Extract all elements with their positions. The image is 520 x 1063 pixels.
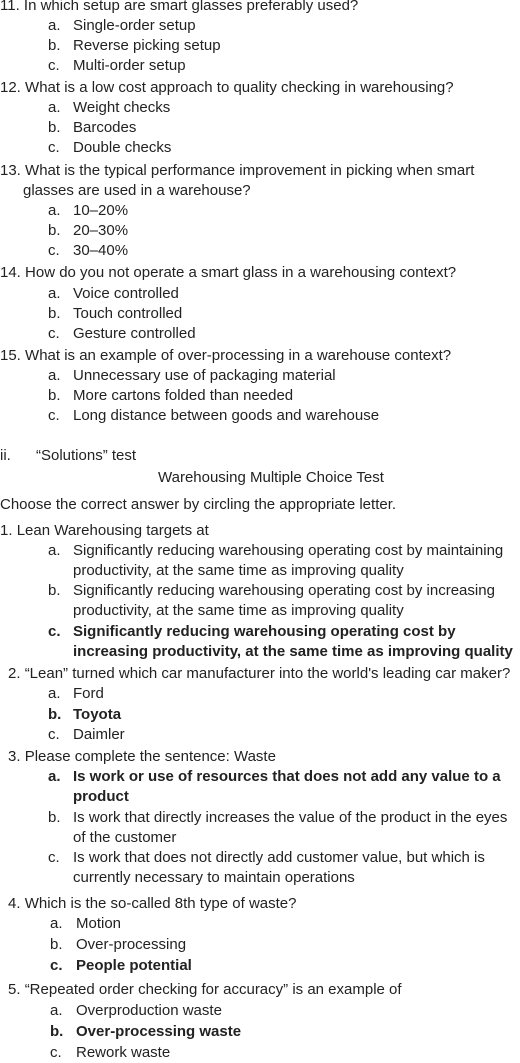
option-letter: b. (48, 305, 61, 322)
question-number: 1. (0, 522, 13, 539)
option-text-continued: productivity, at the same time as improving quality (73, 562, 404, 579)
option-text: Motion (76, 915, 122, 932)
option-letter: a. (48, 17, 61, 34)
question-number: 11. (0, 0, 20, 14)
option-letter: a. (48, 542, 61, 559)
option-text: Toyota (73, 706, 122, 723)
question-text: How do you not operate a smart glass in a warehousing context? (25, 264, 457, 281)
question-2 (8, 664, 510, 684)
option-text: Overproduction waste (76, 1002, 222, 1019)
option-text: Ford (73, 685, 104, 702)
option-letter: a. (48, 367, 61, 384)
option-letter: b. (48, 809, 61, 826)
option-letter: b. (48, 582, 61, 599)
question-number: 5. (8, 981, 21, 998)
option-text: Significantly reducing warehousing operating cost by maintaining (73, 542, 504, 559)
question-number: 14. (0, 264, 21, 281)
option-letter: c. (48, 407, 60, 424)
option-letter: a. (48, 285, 61, 302)
option-text: Significantly reducing warehousing operating cost by (73, 623, 456, 640)
question-number: 4. (8, 895, 21, 912)
section-numeral: ii. (0, 447, 11, 464)
question-12 (0, 78, 454, 98)
option-text: 30–40% (73, 242, 129, 259)
option-text: People potential (76, 957, 192, 974)
option-text: Voice controlled (73, 285, 179, 302)
question-number: 15. (0, 347, 21, 364)
option-letter: c. (48, 325, 60, 342)
question-text: What is a low cost approach to quality checking in warehousing? (25, 79, 454, 96)
option-text: Over-processing (76, 936, 187, 953)
option-text: 20–30% (73, 222, 129, 239)
option-text: More cartons folded than needed (73, 387, 294, 404)
option-text: Touch controlled (73, 305, 183, 322)
question-text: “Lean” turned which car manufacturer into the world's leading car maker? (24, 665, 511, 682)
question-15 (0, 346, 451, 366)
question-text: What is an example of over-processing in a warehouse context? (25, 347, 452, 364)
option-letter: c. (48, 623, 61, 640)
option-letter: c. (48, 242, 60, 259)
option-text: Single-order setup (73, 17, 196, 34)
option-letter: c. (50, 957, 63, 974)
option-letter: a. (48, 768, 61, 785)
option-text-continued: productivity, at the same time as improving quality (73, 602, 404, 619)
question-number: 2. (8, 665, 21, 682)
option-letter: b. (48, 222, 61, 239)
question-text: Lean Warehousing targets at (16, 522, 209, 539)
option-letter: b. (48, 387, 61, 404)
option-letter: a. (48, 202, 61, 219)
question-text: What is the typical performance improvement in picking when smart (25, 162, 475, 179)
option-text: 10–20% (73, 202, 129, 219)
question-11 (0, 0, 358, 16)
option-text-continued: product (73, 788, 129, 805)
question-text-continued: glasses are used in a warehouse? (23, 182, 251, 199)
instructions: Choose the correct answer by circling the appropriate letter. (0, 496, 397, 513)
option-letter: c. (48, 139, 60, 156)
question-number: 13. (0, 162, 21, 179)
question-text: In which setup are smart glasses preferably used? (23, 0, 359, 14)
option-text: Unnecessary use of packaging material (73, 367, 336, 384)
question-14 (0, 263, 456, 283)
option-text: Is work that directly increases the value of the product in the eyes (73, 809, 508, 826)
option-text: Daimler (73, 726, 125, 743)
option-letter: a. (50, 1002, 63, 1019)
option-text: Reverse picking setup (73, 37, 221, 54)
question-text: “Repeated order checking for accuracy” is an example of (24, 981, 402, 998)
option-text: Significantly reducing warehousing operating cost by increasing (73, 582, 495, 599)
question-4 (8, 894, 297, 914)
option-text: Weight checks (73, 99, 171, 116)
question-number: 12. (0, 79, 21, 96)
option-letter: b. (50, 1023, 64, 1040)
option-letter: c. (50, 1044, 62, 1061)
option-letter: b. (48, 119, 61, 136)
option-letter: b. (48, 37, 61, 54)
test-title: Warehousing Multiple Choice Test (158, 469, 384, 486)
option-letter: a. (48, 685, 61, 702)
question-5 (8, 980, 402, 1000)
option-text: Rework waste (76, 1044, 171, 1061)
option-text: Gesture controlled (73, 325, 196, 342)
question-text: Which is the so-called 8th type of waste? (24, 895, 297, 912)
option-text: Barcodes (73, 119, 137, 136)
option-letter: a. (48, 99, 61, 116)
option-text-continued: increasing productivity, at the same time as improving quality (73, 643, 513, 660)
section-label: “Solutions” test (36, 447, 137, 464)
option-letter: b. (50, 936, 63, 953)
question-1 (0, 521, 209, 541)
option-letter: b. (48, 706, 62, 723)
question-3 (8, 747, 276, 767)
option-text: Is work that does not directly add customer value, but which is (73, 849, 485, 866)
option-text: Over-processing waste (76, 1023, 242, 1040)
question-text: Please complete the sentence: Waste (24, 748, 276, 765)
option-text: Is work or use of resources that does not add any value to a (73, 768, 501, 785)
option-text: Long distance between goods and warehouse (73, 407, 380, 424)
question-13 (0, 161, 474, 181)
question-number: 3. (8, 748, 21, 765)
option-text-continued: of the customer (73, 829, 177, 846)
option-text: Multi-order setup (73, 57, 186, 74)
option-letter: c. (48, 726, 60, 743)
option-letter: a. (50, 915, 63, 932)
option-letter: c. (48, 849, 60, 866)
option-letter: c. (48, 57, 60, 74)
option-text-continued: currently necessary to maintain operations (73, 869, 355, 886)
option-text: Double checks (73, 139, 172, 156)
